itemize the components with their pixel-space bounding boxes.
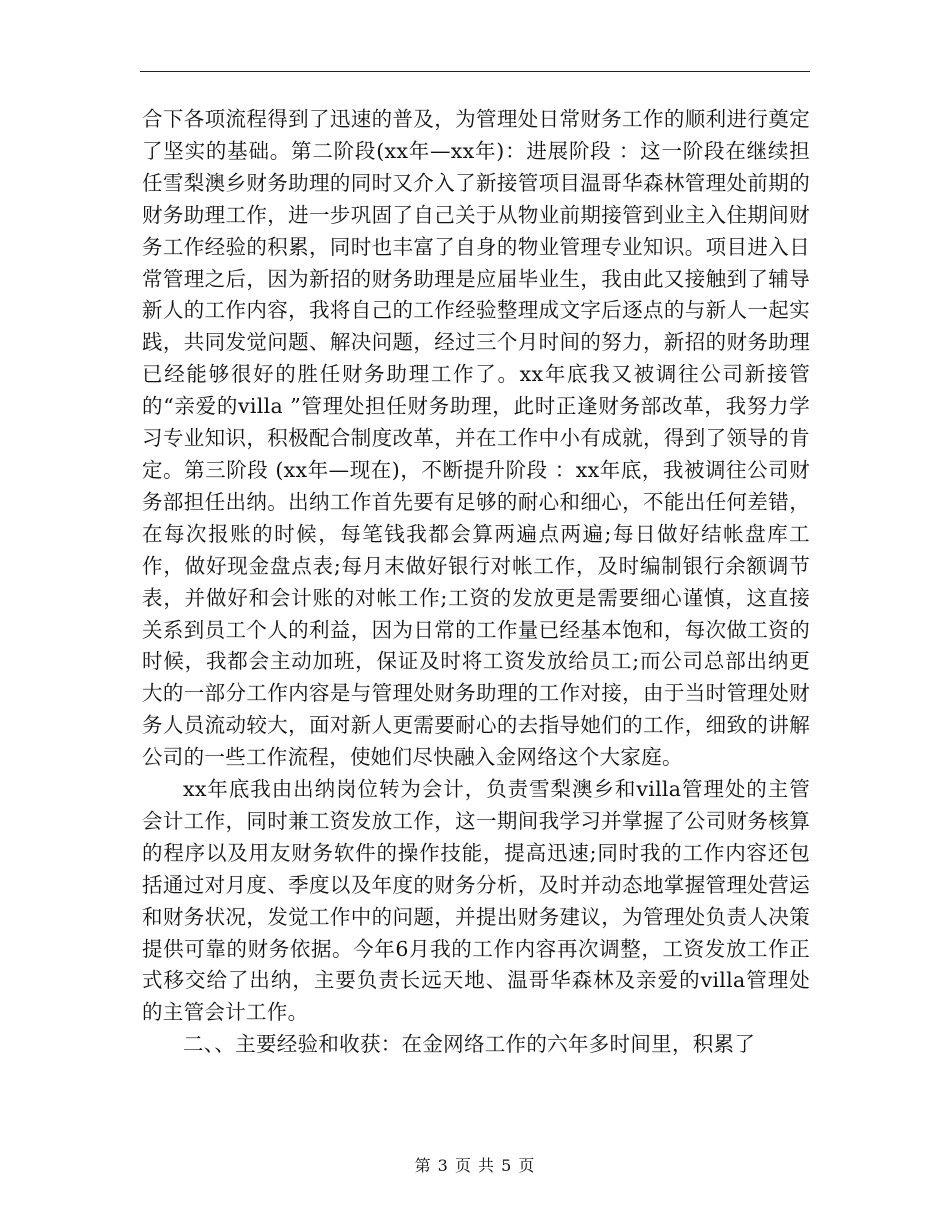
page-footer: 第 3 页 共 5 页 bbox=[414, 1156, 536, 1175]
paragraph-2: xx年底我由出纳岗位转为会计，负责雪梨澳乡和villa管理处的主管会计工作，同时兼工资发放工作，这一期间我学习并掌握了公司财务核算的程序以及用友财务软件的操作技能，提高迅速;同时我的工作内容还包括通过对月度、季度以及年度的财务分析，及时并动态地掌握管理处营运和财务状况，发觉工作中的问题，并提出财务建议，为管理处负责人决策提供可靠的财务依据。今年6月我的工作内容再次调整，工资发放工作正式移交给了出纳，主要负责长远天地、温哥华森林及亲爱的villa管理处的主管会计工作。 bbox=[142, 777, 810, 1025]
header-rule bbox=[140, 71, 810, 72]
paragraph-3: 二、、主要经验和收获：在金网络工作的六年多时间里，积累了 bbox=[183, 1032, 756, 1057]
body-text bbox=[142, 104, 810, 1061]
paragraph-1: 合下各项流程得到了迅速的普及，为管理处日常财务工作的顺利进行奠定了坚实的基础。第二阶段(xx年—xx年)：进展阶段 ：这一阶段在继续担任雪梨澳乡财务助理的同时又介入了新接管项目温哥华森林管理处前期的财务助理工作，进一步巩固了自己关于从物业前期接管到业主入住期间财务工作经验的积累，同时也丰富了自身的物业管理专业知识。项目进入日常管理之后，因为新招的财务助理是应届毕业生，我由此又接触到了辅导新人的工作内容，我将自己的工作经验整理成文字后逐点的与新人一起实践，共同发觉问题、解决问题，经过三个月时间的努力，新招的财务助理已经能够很好的胜任财务助理工作了。xx年底我又被调往公司新接管的“亲爱的villa ”管理处担任财务助理，此时正逢财务部改革，我努力学习专业知识，积极配合制度改革，并在工作中小有成就，得到了领导的肯定。第三阶段 (xx年—现在)，不断提升阶段 ：xx年底，我被调往公司财务部担任出纳。出纳工作首先要有足够的耐心和细心，不能出任何差错，在每次报账的时候，每笔钱我都会算两遍点两遍;每日做好结帐盘库工作，做好现金盘点表;每月末做好银行对帐工作，及时编制银行余额调节表，并做好和会计账的对帐工作;工资的发放更是需要细心谨慎，这直接关系到员工个人的利益，因为日常的工作量已经基本饱和，每次做工资的时候，我都会主动加班，保证及时将工资发放给员工;而公司总部出纳更大的一部分工作内容是与管理处财务助理的工作对接，由于当时管理处财务人员流动较大，面对新人更需要耐心的去指导她们的工作，细致的讲解公司的一些工作流程，使她们尽快融入金网络这个大家庭。 bbox=[142, 107, 810, 770]
